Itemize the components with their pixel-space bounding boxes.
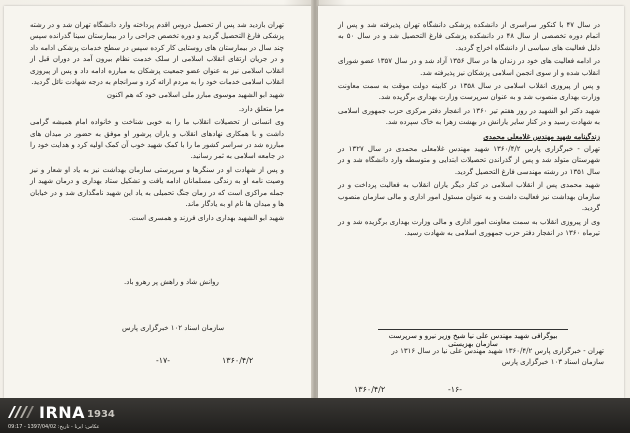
- source-line: سازمان اسناد ۱۰۲ خبرگزاری پارس: [122, 324, 225, 332]
- page-number: -۱۶-: [448, 385, 462, 394]
- archive-line: سازمان اسناد ۱۰۳ خبرگزاری پارس: [501, 358, 604, 366]
- biography-title: بیوگرافی شهید مهندس علی نیا شیخ وزیر نیرو و سرپرست سازمان بهزیستی: [378, 329, 568, 348]
- date-stamp: ۱۳۶۰/۴/۲: [354, 385, 386, 394]
- brand-year: 1934: [87, 408, 115, 420]
- signoff-line: روانش شاد و راهش پر رهرو باد.: [124, 278, 219, 286]
- left-page-body: [30, 20, 284, 226]
- brand-name: IRNA: [39, 402, 86, 422]
- paragraph: تهران بازدید شد پس از تحصیل دروس اقدم پرداخته وارد دانشگاه تهران شد و در رشته پزشکی فارغ التحصیل گردید و دوره تخصص جراحی را در بیمارستان سینا گذرانده سپس چند سال در بیمارستان های روستایی کار کرده سپس در سطح خدمات پزشکی ادامه داد و در جریان ارتقای انقلاب اسلامی از سلک خدمت نظام بیرون آمد در دوران قبل از انقلاب اسلامی نیز به عنوان عضو جمعیت پزشکان به مبارزه ادامه داد و پس از پیروزی انقلاب اسلامی خدمات خود را به مردم ارائه کرد و سرانجام به درجه شهادت نائل گردید.: [30, 21, 284, 87]
- irna-logo-icon: [6, 404, 36, 420]
- paragraph: وی از پیروزی انقلاب به سمت معاونت امور اداری و مالی وزارت بهداری برگزیده شد و در تیرماه ۱۳۶۰ در انفجار دفتر حزب جمهوری اسلامی به شهادت رسید.: [338, 217, 600, 237]
- paragraph: مرا متعلق دارد.: [238, 104, 284, 113]
- paragraph: شهید ابو الشهید موسوی مبارز ملی اسلامی خود که هم اکنون: [106, 91, 284, 100]
- date-stamp: ۱۳۶۰/۴/۲: [222, 356, 254, 365]
- paragraph: تهران - خبرگزاری پارس ۱۳۶۰/۴/۲ شهید مهندس غلامعلی محمدی در سال ۱۳۲۷ در شهرستان متولد شد و پس از گذراندن تحصیلات ابتدایی و متوسطه وارد دانشگاه شد و در سال ۱۳۵۱ در رشته مهندسی فارغ التحصیل گردید.: [338, 145, 600, 176]
- paragraph: شهید دکتر ابو الشهید در روز هفتم تیر ۱۳۶۰ در انفجار دفتر مرکزی حزب جمهوری اسلامی به شهادت رسید و در کنار سایر یارانش در بهشت زهرا به خاک سپرده شد.: [338, 106, 600, 127]
- photo-credit: عکاس: ایرنا - تاریخ: 1397/04/02 - 09:17: [8, 424, 100, 430]
- paragraph: و پس از شهادت او در سنگرها و سرپرستی سازمان بهداشت نیز به یاد او شعار و نیز وصیت نامه او به زندگی مسلمانان ادامه یافت و تشکیل ستاد بهداری و درمان شهید از جمله مراکزی است که در زمان جنگ تحمیلی به یاد این شهید نامگذاری شد و در خیابان ها و میدان ها نام او به یادگار ماند.: [30, 165, 284, 209]
- paragraph: شهید محمدی پس از انقلاب اسلامی در کنار دیگر یاران انقلاب به فعالیت پرداخت و در سازمان بهداشت نیز فعالیت داشت و به عنوان مسئول امور اداری و مالی سازمان منصوب گردید.: [338, 181, 600, 213]
- section-heading: زندگینامه شهید مهندس غلامعلی محمدی: [483, 131, 600, 141]
- page-number: -۱۷-: [156, 356, 170, 365]
- right-page: [318, 6, 624, 398]
- right-page-body: [338, 20, 600, 241]
- paragraph: در سال ۴۷ با کنکور سراسری از دانشکده پزشکی دانشگاه تهران پذیرفته شد و پس از اتمام دوره تخصصی از سال ۴۸ در دانشکده پزشکی فارغ التحصیل شد و در سال ۵۰ به دلیل فعالیت های سیاسی از دانشگاه اخراج گردید.: [338, 21, 600, 52]
- paragraph: شهید ابو الشهید بهداری دارای فرزند و همسری است.: [129, 213, 284, 222]
- left-page: [4, 6, 312, 398]
- paragraph: در ادامه فعالیت های خود در زندان ها در سال ۱۳۵۶ آزاد شد و در سال ۱۳۵۷ عضو شورای انقلاب شده و از سوی انجمن اسلامی پزشکان نیز پذیرفته شد.: [338, 57, 600, 77]
- source-line: تهران - خبرگزاری پارس ۱۳۶۰/۴/۲ شهید مهندس علی نیا در سال ۱۳۱۶ در: [391, 347, 604, 355]
- paragraph: و پس از پیروزی انقلاب اسلامی در سال ۱۳۵۸ در کابینه دولت موقت به سمت معاونت وزارت بهداری منصوب شد و به عنوان سرپرست وزارت بهداری برگزیده شد.: [338, 82, 600, 102]
- irna-logo: [6, 402, 115, 422]
- paragraph: وی انسانی از تحصیلات انقلاب ما را به خوبی شناخت و خانواده امام همیشه گرامی داشت و با همکاری نهادهای انقلاب و یاران پرشور او موفق به حضور در میدان های مبارزه شد در سراسر کشور ما را با کمک شهید خوب آن کمک اولیه کرد و هدایت خود را در جامعه اسلامی به ثمر رسانید.: [30, 118, 284, 161]
